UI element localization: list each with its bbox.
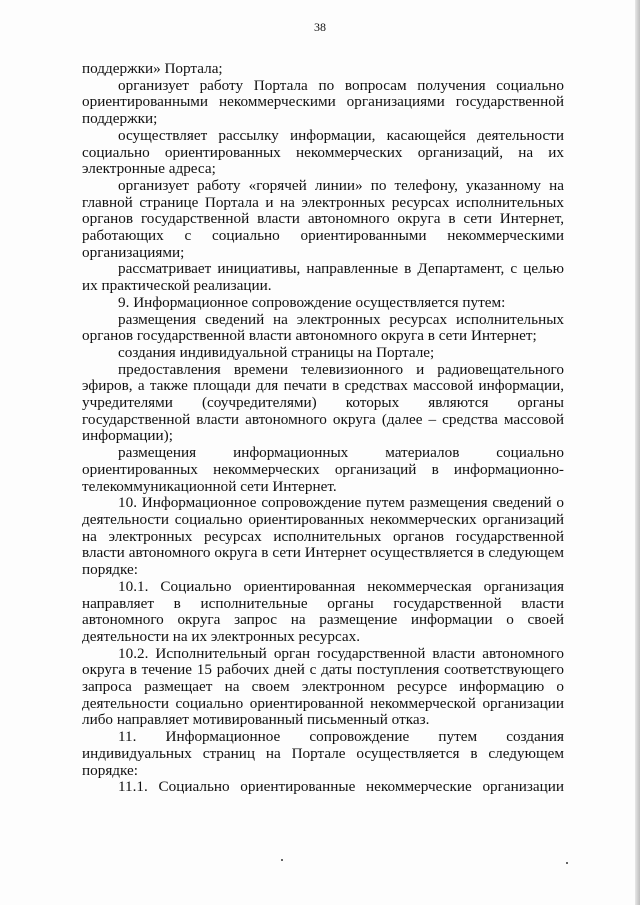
paragraph: рассматривает инициативы, направленные в Департамент, с целью их практической реализации. (82, 260, 564, 295)
paragraph: создания индивидуальной страницы на Портале; (118, 343, 435, 361)
paragraph: 10.2. Исполнительный орган государственной власти автономного округа в течение 15 рабочих дней с даты поступления соответствующего запроса размещает на своем электронном ресурсе информацию о деятельности социально ориентированной некоммерческой организации либо направляет мотивированный письменный отказ. (82, 644, 564, 729)
paragraph: поддержки» Портала; (82, 60, 223, 77)
scan-speck (566, 862, 568, 864)
paragraph: 10.1. Социально ориентированная некоммерческая организация направляет в исполнительные органы государственной власти автономного округа запрос на размещение информации о своей деятельности на их электронных ресурсах. (82, 577, 564, 645)
paragraph: предоставления времени телевизионного и радиовещательного эфиров, а также площади для печати в средствах массовой информации, учредителями (соучредителями) которых являются органы государственной власти автономного округа (далее – средства массовой информации); (82, 360, 564, 445)
page-number: 38 (314, 20, 326, 34)
paragraph: организует работу «горячей линии» по телефону, указанному на главной странице Портала и на электронных ресурсах исполнительных органов государственной власти автономного округа в сети Интернет, работающих с социально ориентированными некоммерческими организациями; (82, 176, 564, 261)
paragraph: 10. Информационное сопровождение путем размещения сведений о деятельности социально ориентированных некоммерческих организаций на электронных ресурсах исполнительных органов государственной власти автономного округа в сети Интернет осуществляется в следующем порядке: (82, 494, 564, 579)
paragraph: размещения сведений на электронных ресурсах исполнительных органов государственной власти автономного округа в сети Интернет; (82, 310, 564, 345)
paragraph: размещения информационных материалов социально ориентированных некоммерческих организаций в информационно-телекоммуникационной сети Интернет. (82, 444, 564, 495)
document-body (82, 61, 564, 796)
paragraph: 11. Информационное сопровождение путем создания индивидуальных страниц на Портале осуществляется в следующем порядке: (82, 728, 564, 779)
scan-edge (635, 0, 640, 905)
scan-speck (281, 859, 283, 861)
paragraph: организует работу Портала по вопросам получения социально ориентированными некоммерческими организациями государственной поддержки; (82, 76, 564, 128)
paragraph: 11.1. Социально ориентированные некоммерческие организации (118, 778, 564, 796)
paragraph: 9. Информационное сопровождение осуществляется путем: (118, 293, 506, 311)
paragraph: осуществляет рассылку информации, касающейся деятельности социально ориентированных некоммерческих организаций, на их электронные адреса; (82, 126, 564, 178)
